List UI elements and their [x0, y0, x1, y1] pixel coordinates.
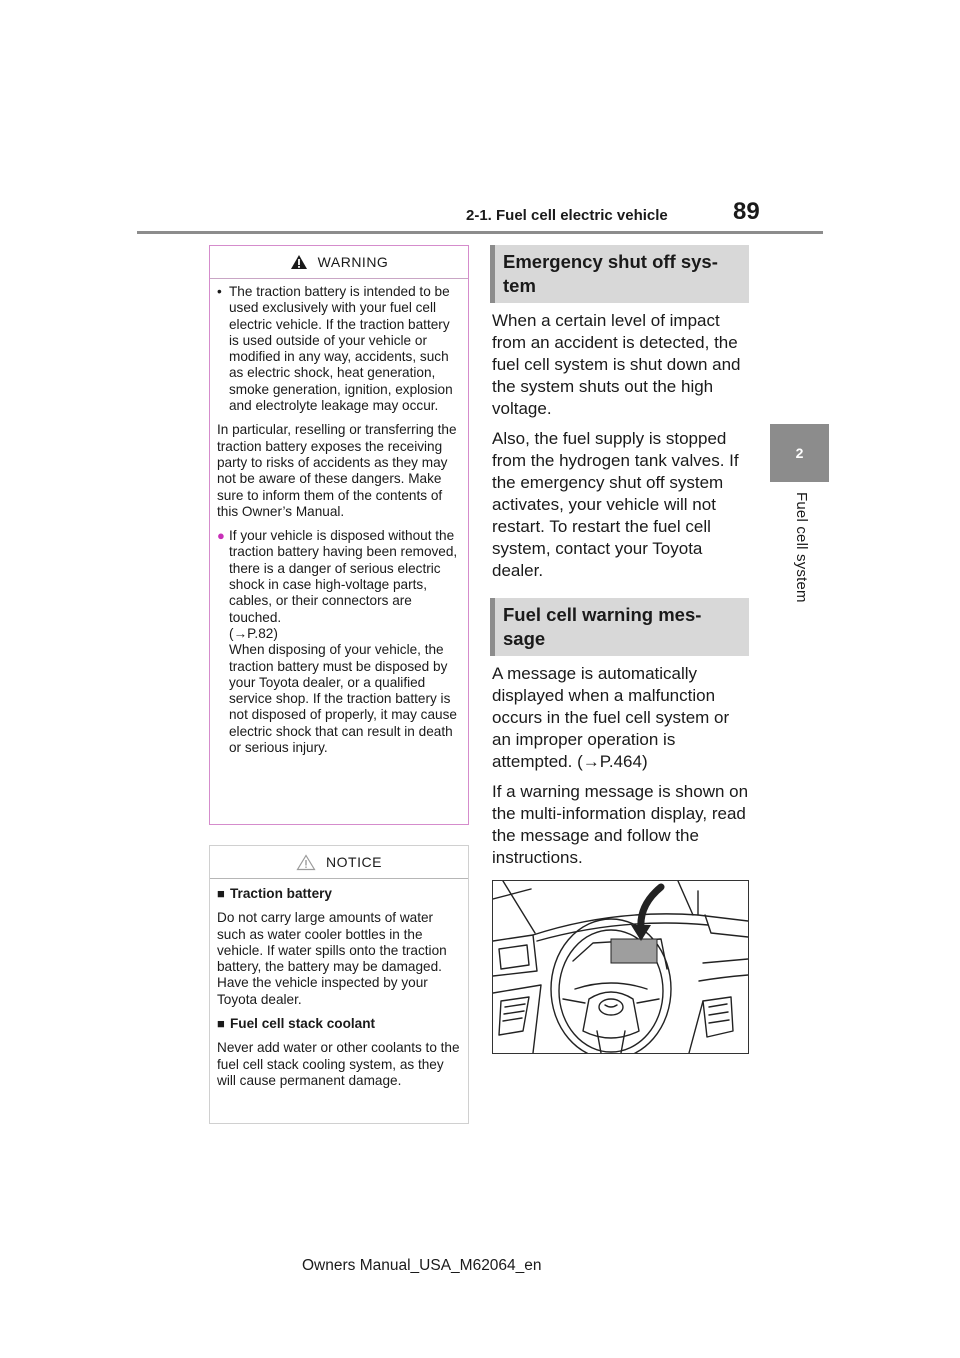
warning-bullet-text: The traction battery is intended to be used exclusively with your fuel cell electric vehicle. If the traction battery is used outside of your vehicle or modified in any way, accidents, such as electric shock, heat generation, smoke generation, ignition, explosion and electrolyte leakage may occur.	[229, 284, 453, 414]
section-title-line: sage	[503, 628, 546, 649]
section-title-line: tem	[503, 275, 536, 296]
notice-item-title	[217, 1016, 461, 1032]
steering-wheel-dashboard-drawing	[493, 881, 748, 1053]
section-title-fuel-cell-warning	[490, 598, 749, 656]
warning-triangle-icon	[290, 254, 308, 270]
warning-bullet-text	[229, 528, 461, 756]
notice-item-text: Never add water or other coolants to the fuel cell stack cooling system, as they will cause permanent damage.	[217, 1040, 460, 1088]
warning-body	[210, 279, 468, 756]
body-paragraph: Also, the fuel supply is stopped from the hydrogen tank valves. If the emergency shut off system activates, your vehicle will not restart. To restart the fuel cell system, contact your Toyota dealer.	[492, 429, 739, 580]
footer-manual-id: Owners Manual_USA_M62064_en	[302, 1257, 542, 1274]
warning-header	[210, 246, 468, 279]
notice-box	[209, 845, 469, 1124]
section-title-emergency	[490, 245, 749, 303]
body-paragraph	[492, 663, 750, 773]
dot-bullet-icon: •	[217, 284, 222, 299]
notice-item-text: Do not carry large amounts of water such as water cooler bottles in the vehicle. If water spills onto the traction battery, the battery may be damaged. Have the vehicle inspected by your Toyota dealer.	[217, 910, 447, 1007]
caution-triangle-outline-icon	[296, 854, 316, 871]
notice-heading: NOTICE	[326, 854, 382, 870]
body-paragraph: When a certain level of impact from an accident is detected, the fuel cell system is shut down and the system shuts out the high voltage.	[492, 311, 741, 418]
disc-bullet-icon: ●	[217, 528, 225, 544]
page-reference-link[interactable]: (→P.82)	[229, 625, 278, 641]
warning-bullet2-text-b: When disposing of your vehicle, the traction battery must be disposed by your Toyota dealer, or a qualified service shop. If the traction battery is not disposed of properly, it may cause electric shock that can result in death or serious injury.	[229, 642, 457, 756]
section-title-line: Fuel cell warning mes-	[503, 604, 702, 625]
notice-item-title-text: Fuel cell stack coolant	[230, 1016, 376, 1032]
page-reference-link[interactable]: (→P.464)	[577, 752, 648, 771]
fuel-cell-warning-body	[492, 663, 750, 877]
dashboard-illustration	[492, 880, 749, 1054]
notice-body	[210, 879, 468, 1089]
body-text-a: A message is automatically displayed when a malfunction occurs in the fuel cell system or an improper operation is attempted.	[492, 664, 730, 771]
emergency-body	[492, 310, 750, 590]
header-rule	[137, 231, 823, 234]
warning-bullet2-text-a: If your vehicle is disposed without the traction battery having been removed, there is a danger of serious electric shock in case high-voltage parts, cables, or their connectors are touched.	[229, 528, 458, 625]
chapter-tab: 2	[770, 424, 829, 482]
list-item	[217, 528, 461, 756]
header-section-title: 2-1. Fuel cell electric vehicle	[466, 207, 668, 224]
notice-item-title	[217, 886, 461, 902]
square-bullet-icon: ■	[217, 1016, 225, 1032]
warning-paragraph: In particular, reselling or transferring the traction battery exposes the receiving party to risks of accidents as they may not be aware of these dangers. Make sure to inform them of the contents of this Owner’s Manual.	[217, 422, 457, 519]
body-paragraph: If a warning message is shown on the multi-information display, read the message and follow the instructions.	[492, 782, 749, 867]
notice-header	[210, 846, 468, 879]
warning-heading: WARNING	[317, 254, 389, 270]
notice-item-title-text: Traction battery	[230, 886, 332, 901]
list-item	[217, 284, 461, 414]
section-title-line: Emergency shut off sys-	[503, 251, 718, 272]
page-number: 89	[733, 198, 760, 225]
square-bullet-icon: ■	[217, 886, 225, 901]
chapter-side-label: Fuel cell system	[793, 492, 810, 603]
warning-box	[209, 245, 469, 825]
